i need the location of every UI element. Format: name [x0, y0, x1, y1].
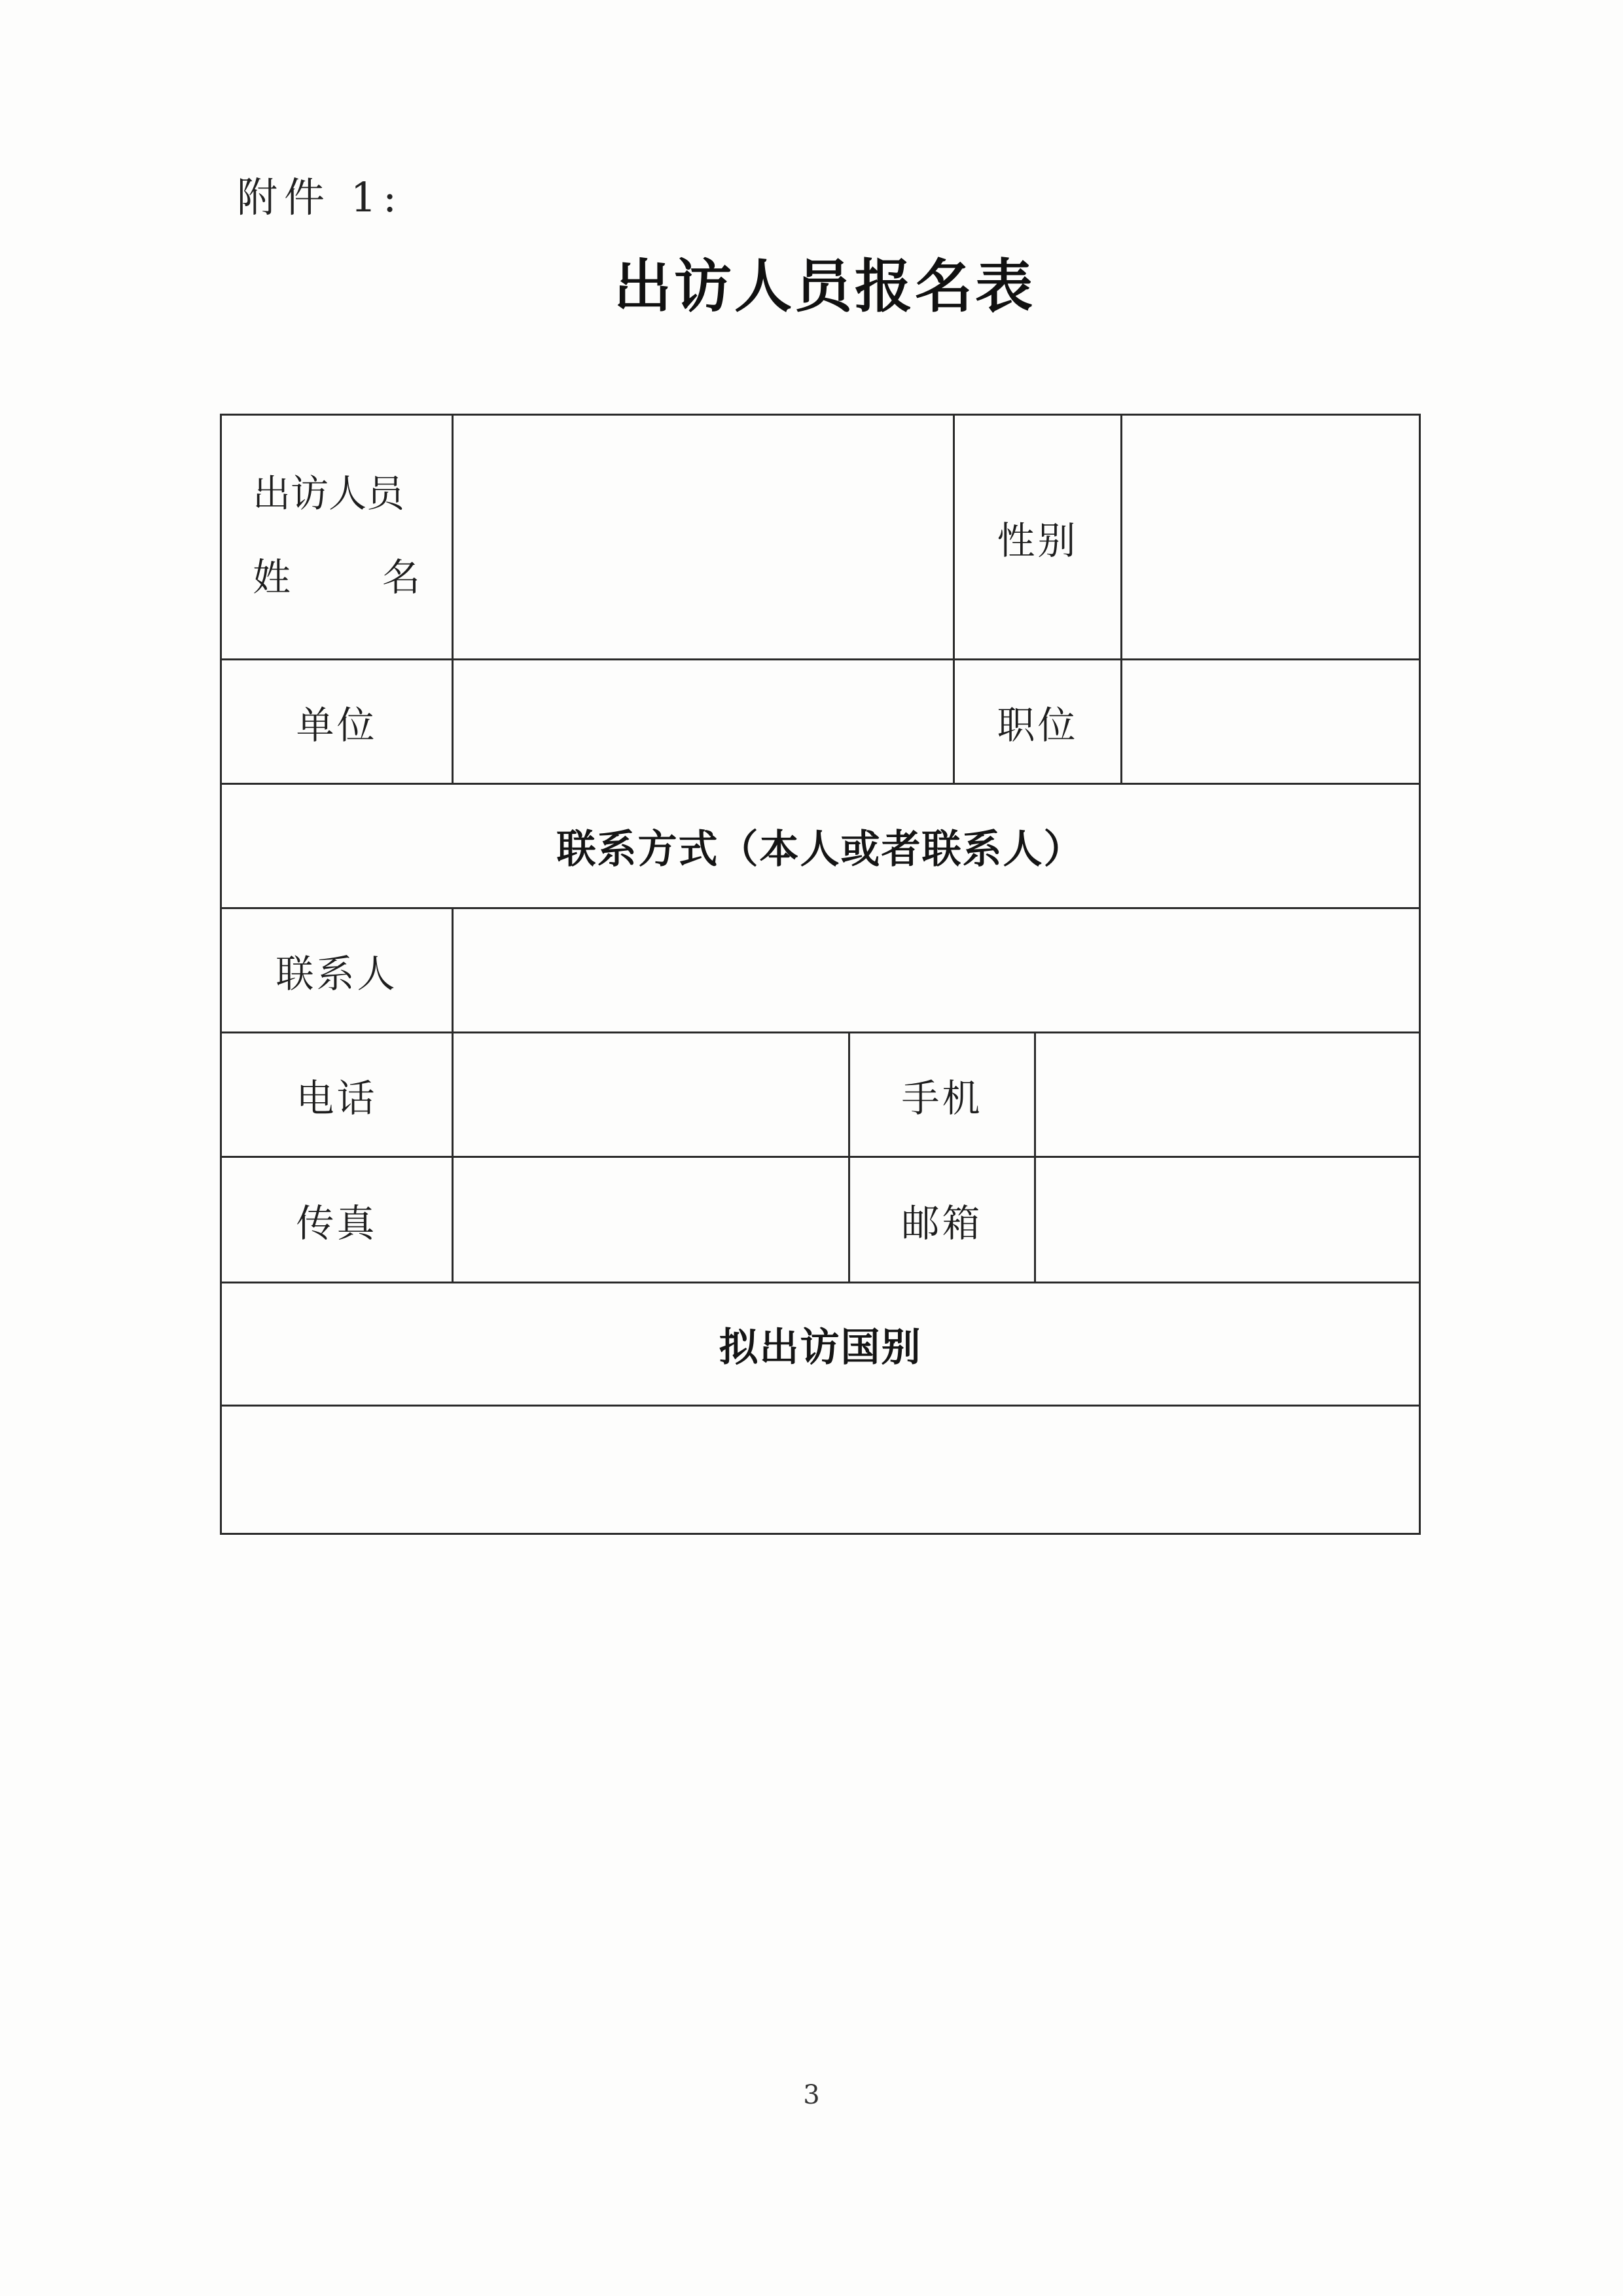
- page-title: 出访人员报名表: [613, 253, 1035, 320]
- mobile-field[interactable]: [1036, 1033, 1419, 1156]
- destination-heading: 拟出访国别: [719, 1324, 922, 1371]
- contact-person-field[interactable]: [454, 909, 1419, 1031]
- contact-person-label: 联系人: [276, 951, 398, 996]
- table-border-right: [1419, 414, 1421, 1535]
- unit-label: 单位: [296, 702, 378, 747]
- email-label: 邮箱: [901, 1200, 983, 1246]
- fax-field[interactable]: [454, 1158, 848, 1282]
- gender-field[interactable]: [1122, 416, 1419, 658]
- table-border-bottom: [220, 1533, 1421, 1535]
- position-field[interactable]: [1122, 660, 1419, 783]
- name-field[interactable]: [454, 416, 953, 658]
- page-number: 3: [803, 2080, 820, 2110]
- phone-field[interactable]: [454, 1033, 848, 1156]
- name-label-line1: 出访人员: [253, 471, 405, 516]
- destination-field[interactable]: [222, 1407, 1419, 1533]
- mobile-label: 手机: [901, 1075, 983, 1121]
- position-label: 职位: [997, 702, 1079, 747]
- contact-section-heading: 联系方式（本人或者联系人）: [556, 826, 1084, 872]
- email-field[interactable]: [1036, 1158, 1419, 1282]
- gender-label: 性别: [997, 518, 1079, 563]
- name-label-surname-char: 姓: [253, 555, 291, 600]
- attachment-label: 附件 1:: [237, 173, 404, 221]
- fax-label: 传真: [296, 1200, 378, 1246]
- phone-label: 电话: [296, 1075, 378, 1121]
- unit-field[interactable]: [454, 660, 953, 783]
- name-label-given-char: 名: [382, 555, 421, 600]
